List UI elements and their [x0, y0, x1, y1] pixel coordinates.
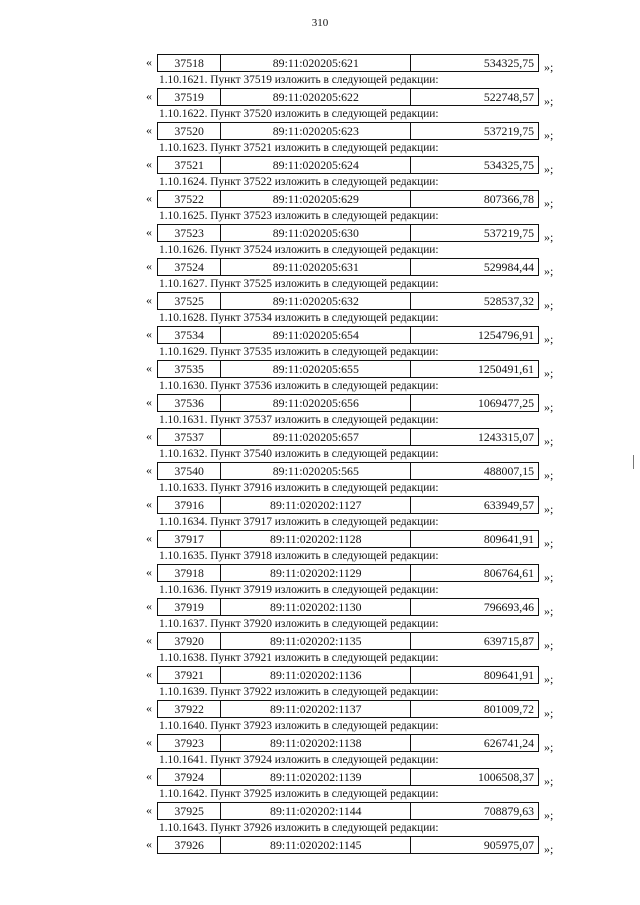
- opening-quote: «: [146, 429, 152, 443]
- record-entry: [0, 256, 640, 278]
- closing-quote: »;: [544, 94, 554, 108]
- cadastral-value-cell: 529984,44: [411, 259, 539, 276]
- closing-quote: »;: [544, 740, 554, 754]
- amendment-paragraph: 1.10.1623. Пункт 37521 изложить в следующей редакции:: [159, 142, 439, 154]
- record-table: [157, 836, 539, 854]
- record-entry: [0, 154, 640, 176]
- opening-quote: «: [146, 225, 152, 239]
- amendment-paragraph: 1.10.1641. Пункт 37924 изложить в следующей редакции:: [159, 754, 439, 766]
- record-number-cell: 37923: [158, 735, 221, 752]
- record-row: [158, 837, 539, 854]
- cadastral-value-cell: 626741,24: [411, 735, 539, 752]
- closing-quote: »;: [544, 706, 554, 720]
- record-row: [158, 395, 539, 412]
- record-row: [158, 701, 539, 718]
- record-table: [157, 54, 539, 72]
- cadastral-value-cell: 488007,15: [411, 463, 539, 480]
- opening-quote: «: [146, 497, 152, 511]
- record-number-cell: 37520: [158, 123, 221, 140]
- record-table: [157, 802, 539, 820]
- opening-quote: «: [146, 89, 152, 103]
- record-entry: [0, 494, 640, 516]
- cadastral-value-cell: 633949,57: [411, 497, 539, 514]
- record-row: [158, 361, 539, 378]
- cadastral-number-cell: 89:11:020202:1145: [221, 837, 411, 854]
- record-table: [157, 122, 539, 140]
- cadastral-value-cell: 708879,63: [411, 803, 539, 820]
- record-table: [157, 292, 539, 310]
- opening-quote: «: [146, 837, 152, 851]
- record-number-cell: 37525: [158, 293, 221, 310]
- record-entry: [0, 664, 640, 686]
- record-number-cell: 37522: [158, 191, 221, 208]
- opening-quote: «: [146, 803, 152, 817]
- record-number-cell: 37917: [158, 531, 221, 548]
- record-row: [158, 769, 539, 786]
- closing-quote: »;: [544, 196, 554, 210]
- record-number-cell: 37916: [158, 497, 221, 514]
- amendment-paragraph: 1.10.1631. Пункт 37537 изложить в следующей редакции:: [159, 414, 439, 426]
- record-entry: [0, 800, 640, 822]
- amendment-paragraph: 1.10.1627. Пункт 37525 изложить в следующей редакции:: [159, 278, 439, 290]
- record-table: [157, 462, 539, 480]
- record-entry: [0, 834, 640, 856]
- record-table: [157, 258, 539, 276]
- cadastral-value-cell: 1243315,07: [411, 429, 539, 446]
- record-row: [158, 497, 539, 514]
- record-entry: [0, 562, 640, 584]
- cadastral-value-cell: 807366,78: [411, 191, 539, 208]
- record-table: [157, 224, 539, 242]
- record-entry: [0, 630, 640, 652]
- record-row: [158, 599, 539, 616]
- opening-quote: «: [146, 157, 152, 171]
- opening-quote: «: [146, 599, 152, 613]
- record-number-cell: 37921: [158, 667, 221, 684]
- record-entry: [0, 188, 640, 210]
- opening-quote: «: [146, 565, 152, 579]
- record-row: [158, 293, 539, 310]
- opening-quote: «: [146, 293, 152, 307]
- record-entry: [0, 460, 640, 482]
- record-row: [158, 667, 539, 684]
- record-number-cell: 37536: [158, 395, 221, 412]
- cadastral-value-cell: 534325,75: [411, 157, 539, 174]
- record-number-cell: 37926: [158, 837, 221, 854]
- record-row: [158, 55, 539, 72]
- record-row: [158, 735, 539, 752]
- record-number-cell: 37925: [158, 803, 221, 820]
- record-entry: [0, 732, 640, 754]
- opening-quote: «: [146, 735, 152, 749]
- cadastral-number-cell: 89:11:020202:1136: [221, 667, 411, 684]
- record-number-cell: 37521: [158, 157, 221, 174]
- page-number: 310: [311, 17, 329, 29]
- record-table: [157, 564, 539, 582]
- record-table: [157, 88, 539, 106]
- record-table: [157, 632, 539, 650]
- cadastral-number-cell: 89:11:020202:1130: [221, 599, 411, 616]
- closing-quote: »;: [544, 638, 554, 652]
- cadastral-number-cell: 89:11:020205:656: [221, 395, 411, 412]
- amendment-paragraph: 1.10.1622. Пункт 37520 изложить в следующей редакции:: [159, 108, 439, 120]
- record-row: [158, 803, 539, 820]
- opening-quote: «: [146, 123, 152, 137]
- record-entry: [0, 290, 640, 312]
- cadastral-number-cell: 89:11:020205:631: [221, 259, 411, 276]
- amendment-paragraph: 1.10.1632. Пункт 37540 изложить в следующей редакции:: [159, 448, 439, 460]
- cadastral-number-cell: 89:11:020205:655: [221, 361, 411, 378]
- amendment-paragraph: 1.10.1635. Пункт 37918 изложить в следующей редакции:: [159, 550, 439, 562]
- amendment-paragraph: 1.10.1630. Пункт 37536 изложить в следующей редакции:: [159, 380, 439, 392]
- record-entry: [0, 222, 640, 244]
- closing-quote: »;: [544, 536, 554, 550]
- opening-quote: «: [146, 191, 152, 205]
- opening-quote: «: [146, 701, 152, 715]
- cadastral-number-cell: 89:11:020205:629: [221, 191, 411, 208]
- closing-quote: »;: [544, 774, 554, 788]
- closing-quote: »;: [544, 298, 554, 312]
- record-entry: [0, 52, 640, 74]
- record-table: [157, 530, 539, 548]
- cadastral-number-cell: 89:11:020205:632: [221, 293, 411, 310]
- amendment-paragraph: 1.10.1624. Пункт 37522 изложить в следующей редакции:: [159, 176, 439, 188]
- amendment-paragraph: 1.10.1637. Пункт 37920 изложить в следующей редакции:: [159, 618, 439, 630]
- record-table: [157, 428, 539, 446]
- record-entry: [0, 120, 640, 142]
- opening-quote: «: [146, 531, 152, 545]
- record-row: [158, 157, 539, 174]
- record-entry: [0, 698, 640, 720]
- cadastral-value-cell: 522748,57: [411, 89, 539, 106]
- cadastral-number-cell: 89:11:020202:1128: [221, 531, 411, 548]
- cadastral-value-cell: 1254796,91: [411, 327, 539, 344]
- record-row: [158, 429, 539, 446]
- amendment-paragraph: 1.10.1629. Пункт 37535 изложить в следующей редакции:: [159, 346, 439, 358]
- record-table: [157, 326, 539, 344]
- closing-quote: »;: [544, 672, 554, 686]
- closing-quote: »;: [544, 502, 554, 516]
- cadastral-value-cell: 534325,75: [411, 55, 539, 72]
- record-row: [158, 463, 539, 480]
- record-entry: [0, 596, 640, 618]
- closing-quote: »;: [544, 400, 554, 414]
- amendment-paragraph: 1.10.1636. Пункт 37919 изложить в следующей редакции:: [159, 584, 439, 596]
- closing-quote: »;: [544, 162, 554, 176]
- closing-quote: »;: [544, 434, 554, 448]
- amendment-paragraph: 1.10.1639. Пункт 37922 изложить в следующей редакции:: [159, 686, 439, 698]
- record-row: [158, 633, 539, 650]
- cadastral-value-cell: 1069477,25: [411, 395, 539, 412]
- record-table: [157, 734, 539, 752]
- closing-quote: »;: [544, 230, 554, 244]
- closing-quote: »;: [544, 604, 554, 618]
- cadastral-number-cell: 89:11:020205:654: [221, 327, 411, 344]
- cadastral-value-cell: 806764,61: [411, 565, 539, 582]
- opening-quote: «: [146, 633, 152, 647]
- cadastral-number-cell: 89:11:020205:657: [221, 429, 411, 446]
- cadastral-value-cell: 796693,46: [411, 599, 539, 616]
- amendment-paragraph: 1.10.1621. Пункт 37519 изложить в следующей редакции:: [159, 74, 439, 86]
- record-row: [158, 225, 539, 242]
- record-number-cell: 37523: [158, 225, 221, 242]
- record-table: [157, 360, 539, 378]
- record-row: [158, 123, 539, 140]
- record-table: [157, 666, 539, 684]
- amendment-paragraph: 1.10.1642. Пункт 37925 изложить в следующей редакции:: [159, 788, 439, 800]
- amendment-paragraph: 1.10.1628. Пункт 37534 изложить в следующей редакции:: [159, 312, 439, 324]
- cadastral-value-cell: 1006508,37: [411, 769, 539, 786]
- closing-quote: »;: [544, 264, 554, 278]
- closing-quote: »;: [544, 332, 554, 346]
- record-number-cell: 37919: [158, 599, 221, 616]
- record-number-cell: 37924: [158, 769, 221, 786]
- opening-quote: «: [146, 361, 152, 375]
- cadastral-value-cell: 639715,87: [411, 633, 539, 650]
- cadastral-value-cell: 809641,91: [411, 667, 539, 684]
- record-number-cell: 37920: [158, 633, 221, 650]
- record-entry: [0, 392, 640, 414]
- opening-quote: «: [146, 55, 152, 69]
- record-number-cell: 37535: [158, 361, 221, 378]
- record-number-cell: 37519: [158, 89, 221, 106]
- record-row: [158, 191, 539, 208]
- record-table: [157, 700, 539, 718]
- cadastral-number-cell: 89:11:020202:1137: [221, 701, 411, 718]
- record-row: [158, 565, 539, 582]
- closing-quote: »;: [544, 128, 554, 142]
- opening-quote: «: [146, 259, 152, 273]
- cadastral-number-cell: 89:11:020205:565: [221, 463, 411, 480]
- record-number-cell: 37518: [158, 55, 221, 72]
- record-row: [158, 259, 539, 276]
- opening-quote: «: [146, 395, 152, 409]
- record-table: [157, 768, 539, 786]
- record-entry: [0, 426, 640, 448]
- cadastral-value-cell: 801009,72: [411, 701, 539, 718]
- closing-quote: »;: [544, 366, 554, 380]
- amendment-paragraph: 1.10.1640. Пункт 37923 изложить в следующей редакции:: [159, 720, 439, 732]
- record-table: [157, 496, 539, 514]
- cadastral-value-cell: 528537,32: [411, 293, 539, 310]
- amendment-paragraph: 1.10.1626. Пункт 37524 изложить в следующей редакции:: [159, 244, 439, 256]
- cadastral-number-cell: 89:11:020202:1144: [221, 803, 411, 820]
- record-number-cell: 37534: [158, 327, 221, 344]
- record-row: [158, 89, 539, 106]
- record-table: [157, 394, 539, 412]
- record-table: [157, 598, 539, 616]
- amendment-paragraph: 1.10.1625. Пункт 37523 изложить в следующей редакции:: [159, 210, 439, 222]
- record-row: [158, 531, 539, 548]
- amendment-list: [0, 52, 640, 856]
- cadastral-number-cell: 89:11:020205:622: [221, 89, 411, 106]
- cadastral-number-cell: 89:11:020205:630: [221, 225, 411, 242]
- record-row: [158, 327, 539, 344]
- cadastral-number-cell: 89:11:020202:1138: [221, 735, 411, 752]
- cadastral-value-cell: 905975,07: [411, 837, 539, 854]
- amendment-paragraph: 1.10.1634. Пункт 37917 изложить в следующей редакции:: [159, 516, 439, 528]
- cadastral-value-cell: 1250491,61: [411, 361, 539, 378]
- cadastral-number-cell: 89:11:020205:621: [221, 55, 411, 72]
- cadastral-number-cell: 89:11:020202:1139: [221, 769, 411, 786]
- closing-quote: »;: [544, 842, 554, 856]
- cadastral-value-cell: 537219,75: [411, 123, 539, 140]
- record-number-cell: 37524: [158, 259, 221, 276]
- opening-quote: «: [146, 327, 152, 341]
- closing-quote: »;: [544, 60, 554, 74]
- record-number-cell: 37922: [158, 701, 221, 718]
- closing-quote: »;: [544, 468, 554, 482]
- amendment-paragraph: 1.10.1633. Пункт 37916 изложить в следующей редакции:: [159, 482, 439, 494]
- cadastral-number-cell: 89:11:020205:623: [221, 123, 411, 140]
- record-entry: [0, 324, 640, 346]
- cadastral-number-cell: 89:11:020205:624: [221, 157, 411, 174]
- record-number-cell: 37537: [158, 429, 221, 446]
- cadastral-number-cell: 89:11:020202:1129: [221, 565, 411, 582]
- closing-quote: »;: [544, 570, 554, 584]
- record-number-cell: 37540: [158, 463, 221, 480]
- closing-quote: »;: [544, 808, 554, 822]
- record-table: [157, 190, 539, 208]
- opening-quote: «: [146, 769, 152, 783]
- cadastral-value-cell: 809641,91: [411, 531, 539, 548]
- amendment-paragraph: 1.10.1643. Пункт 37926 изложить в следующей редакции:: [159, 822, 439, 834]
- cadastral-number-cell: 89:11:020202:1135: [221, 633, 411, 650]
- cadastral-value-cell: 537219,75: [411, 225, 539, 242]
- opening-quote: «: [146, 667, 152, 681]
- record-entry: [0, 528, 640, 550]
- opening-quote: «: [146, 463, 152, 477]
- record-entry: [0, 766, 640, 788]
- record-entry: [0, 86, 640, 108]
- amendment-paragraph: 1.10.1638. Пункт 37921 изложить в следующей редакции:: [159, 652, 439, 664]
- record-entry: [0, 358, 640, 380]
- cadastral-number-cell: 89:11:020202:1127: [221, 497, 411, 514]
- record-table: [157, 156, 539, 174]
- scan-artifact-mark: [633, 455, 634, 469]
- record-number-cell: 37918: [158, 565, 221, 582]
